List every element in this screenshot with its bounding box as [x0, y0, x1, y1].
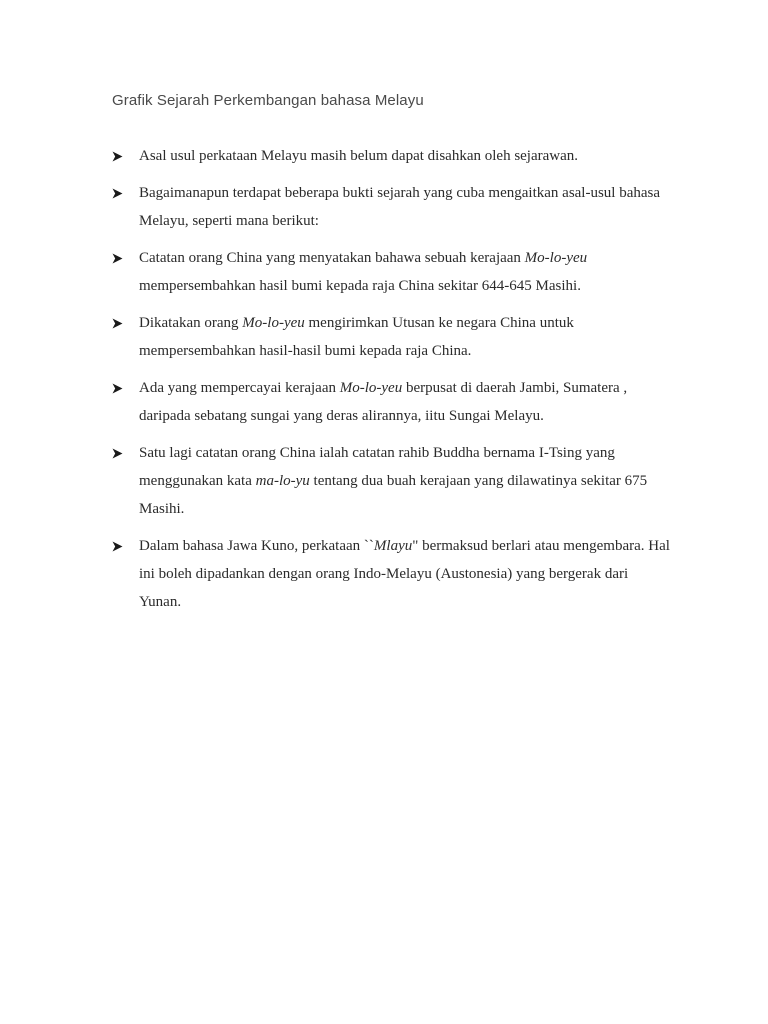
list-item-text — [139, 315, 574, 359]
text-run: " bermaksud berlari atau mengembara. Hal ini boleh dipadankan dengan orang Indo-Melayu (Austonesia) yang bergerak dari Yunan. — [139, 538, 670, 610]
arrowhead-bullet-icon — [112, 142, 126, 170]
italic-term: ma-lo-yu — [255, 473, 310, 489]
italic-term: Mo-lo-yeu — [242, 315, 305, 331]
text-run: Asal usul perkataan Melayu masih belum dapat disahkan oleh sejarawan. — [139, 148, 579, 164]
text-run: Ada yang mempercayai kerajaan — [139, 380, 340, 396]
text-run: mengirimkan Utusan ke negara China untuk mempersembahkan hasil-hasil bumi kepada raja China. — [139, 315, 574, 359]
arrowhead-bullet-icon — [112, 309, 126, 337]
list-item — [112, 142, 672, 170]
page-title: Grafik Sejarah Perkembangan bahasa Melayu — [112, 92, 424, 109]
italic-term: Mlayu — [373, 538, 413, 554]
arrowhead-bullet-icon — [112, 179, 126, 207]
text-run: berpusat di daerah Jambi, Sumatera , daripada sebatang sungai yang deras alirannya, iitu Sungai Melayu. — [139, 380, 628, 424]
list-item-text — [139, 445, 647, 517]
list-item — [112, 532, 672, 616]
italic-term: Mo-lo-yeu — [339, 380, 403, 396]
list-item-text — [139, 185, 660, 229]
list-item — [112, 374, 672, 430]
italic-term: Mo-lo-yeu — [524, 250, 588, 266]
list-item — [112, 309, 672, 365]
list-item — [112, 439, 672, 523]
arrowhead-bullet-icon — [112, 244, 126, 272]
text-run: mempersembahkan hasil bumi kepada raja China sekitar 644-645 Masihi. — [139, 278, 581, 294]
list-item-text — [139, 250, 587, 294]
arrowhead-bullet-icon — [112, 532, 126, 560]
text-run: Dikatakan orang — [139, 315, 243, 331]
text-run: Catatan orang China yang menyatakan bahawa sebuah kerajaan — [139, 250, 525, 266]
text-run: Bagaimanapun terdapat beberapa bukti sejarah yang cuba mengaitkan asal-usul bahasa Melayu, seperti mana berikut: — [139, 185, 661, 229]
text-run: tentang dua buah kerajaan yang dilawatinya sekitar 675 Masihi. — [139, 473, 648, 517]
list-item — [112, 179, 672, 235]
bullet-list — [112, 142, 672, 625]
arrowhead-bullet-icon — [112, 439, 126, 467]
list-item-text — [139, 538, 670, 610]
text-run: Dalam bahasa Jawa Kuno, perkataan `` — [139, 538, 374, 554]
list-item-text — [139, 380, 627, 424]
list-item — [112, 244, 672, 300]
text-run: Satu lagi catatan orang China ialah catatan rahib Buddha bernama I-Tsing yang menggunakan kata — [139, 445, 615, 489]
list-item-text — [139, 148, 578, 164]
arrowhead-bullet-icon — [112, 374, 126, 402]
